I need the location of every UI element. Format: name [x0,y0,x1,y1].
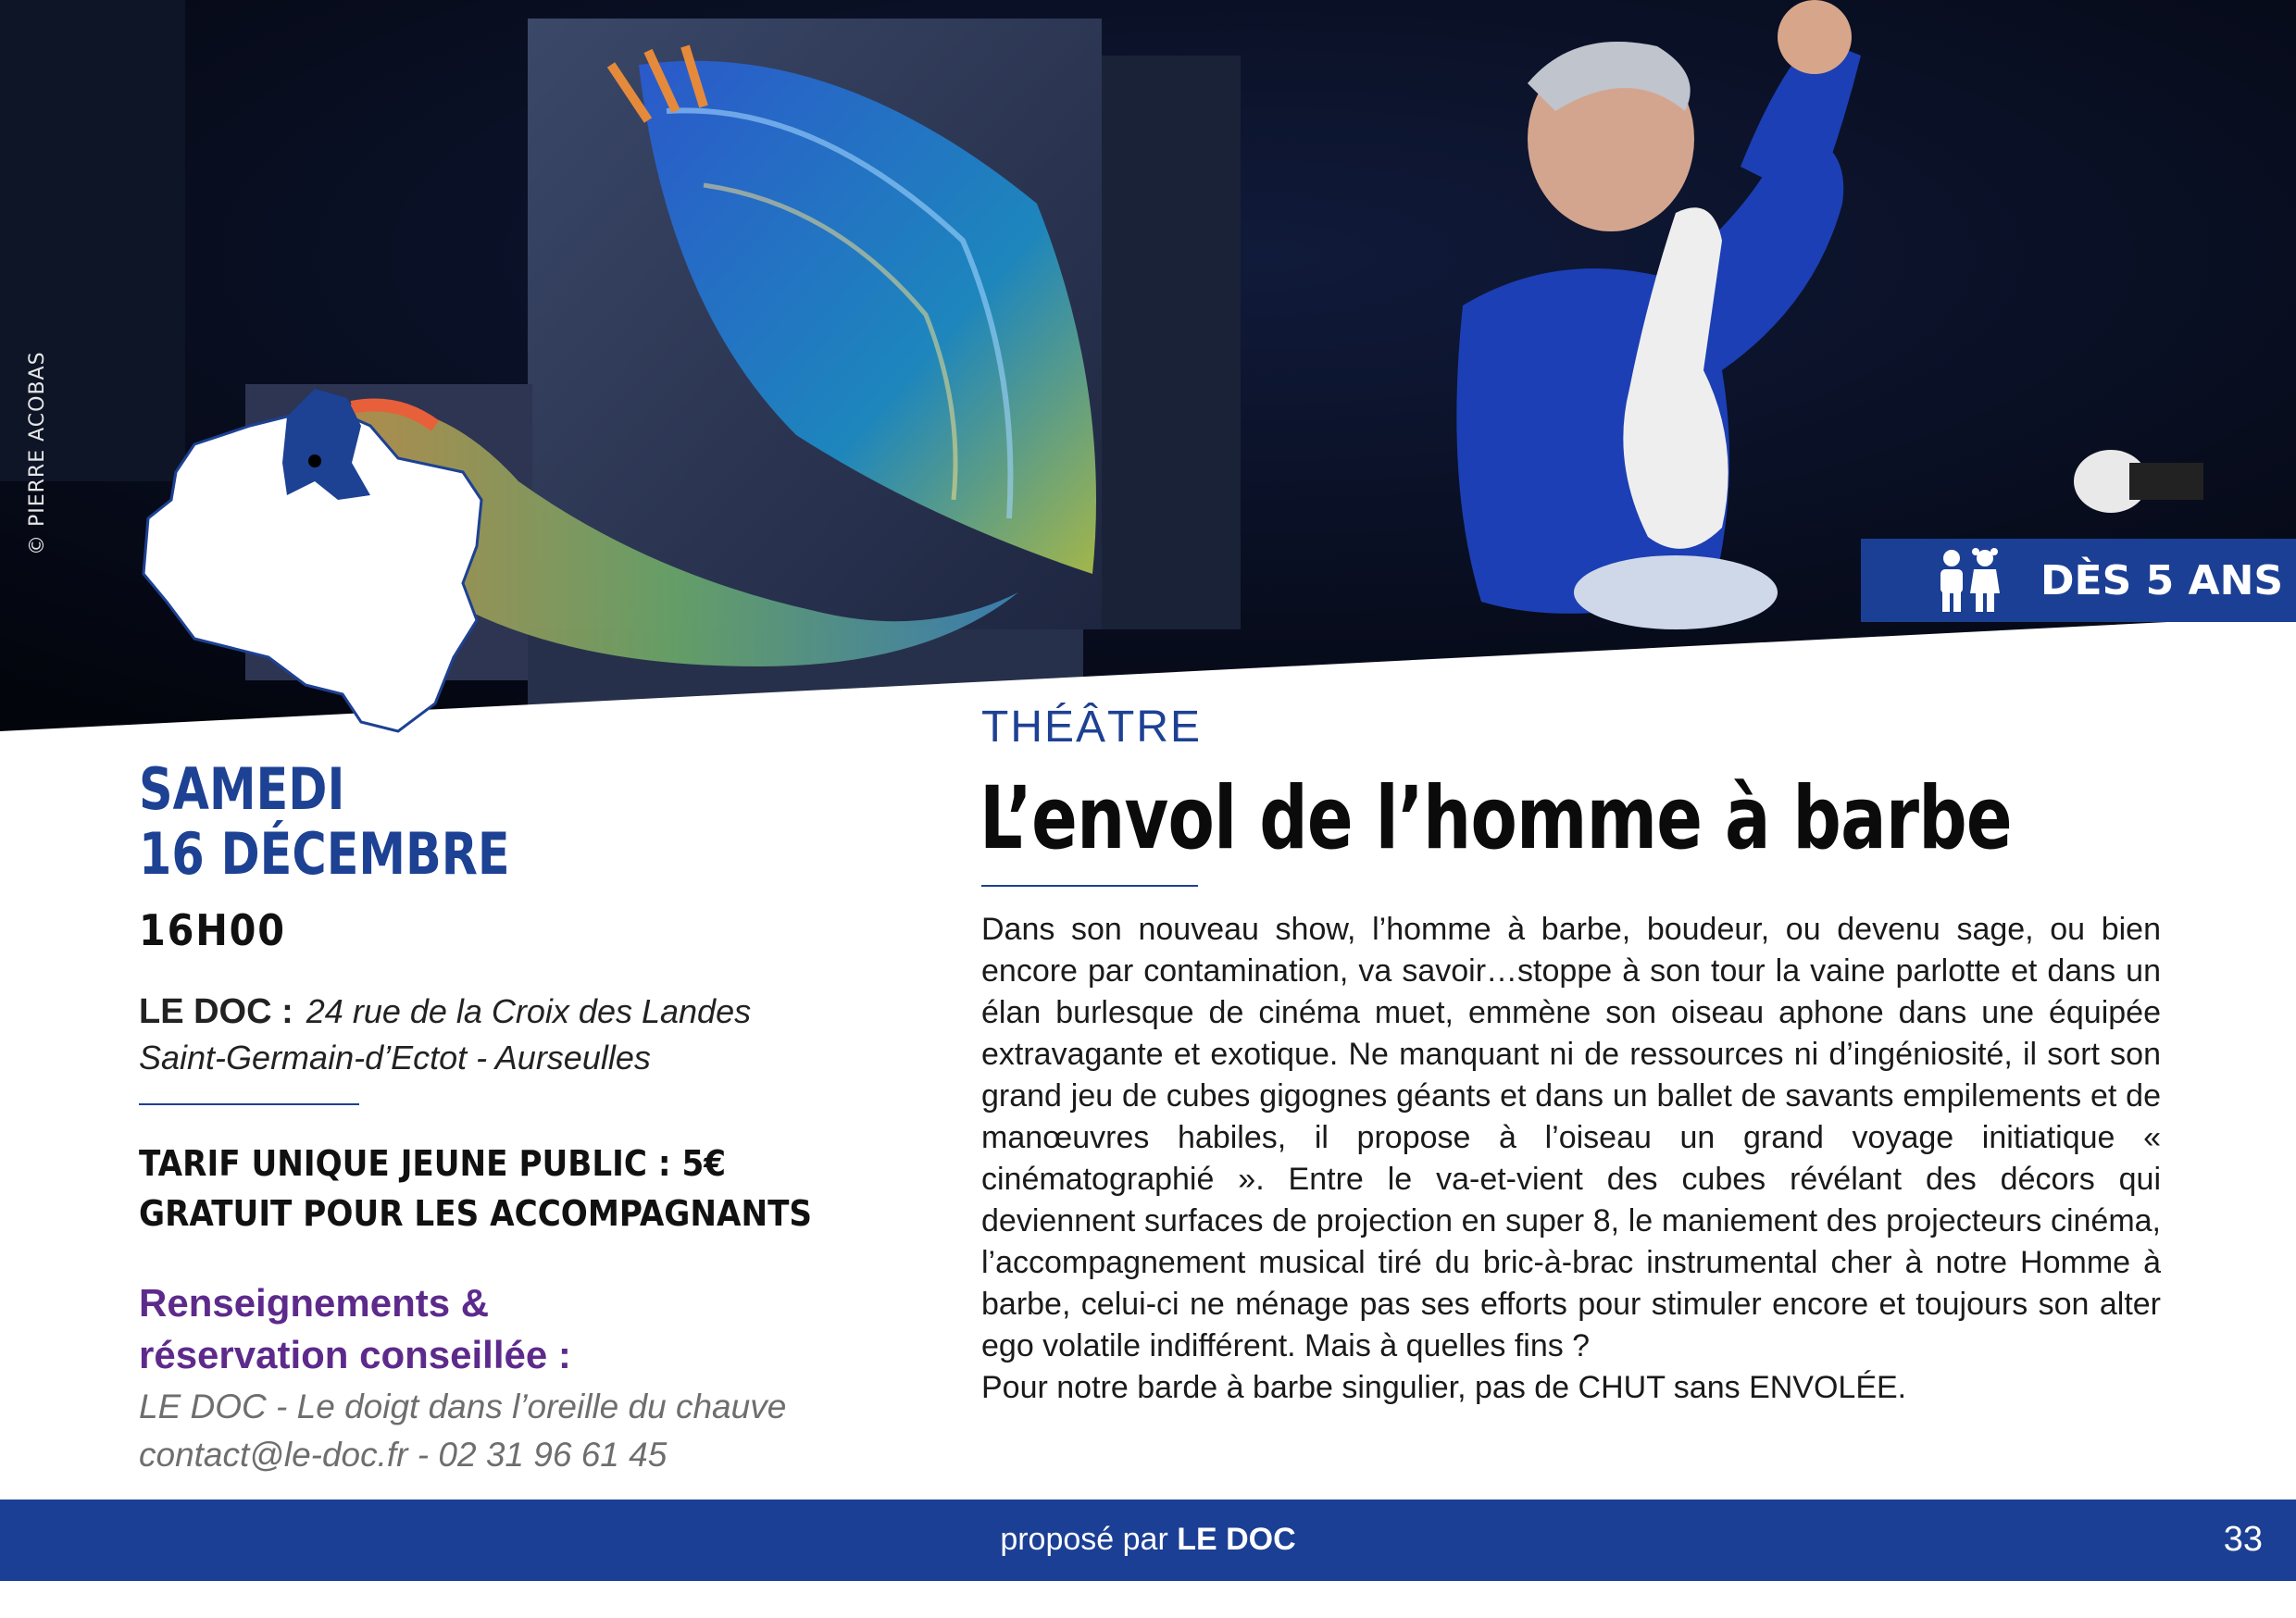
divider-left [139,1103,359,1105]
venue-address-line2: Saint-Germain-d’Ectot - Aurseulles [139,1039,651,1077]
event-day: SAMEDI [139,755,345,823]
divider-right [981,885,1198,887]
pricing-line2: GRATUIT POUR LES ACCOMPAGNANTS [139,1193,813,1234]
info-heading [139,1277,571,1381]
description-closing: Pour notre barde à barbe singulier, pas de CHUT sans ENVOLÉE. [981,1370,1907,1405]
contact-line1: LE DOC - Le doigt dans l’oreille du chauve [139,1388,787,1425]
show-genre: THÉÂTRE [981,703,1203,752]
event-time: 16H00 [139,905,286,955]
age-badge [1861,539,2296,622]
region-map-icon [130,370,500,741]
venue [139,989,842,1081]
show-description [981,909,2161,1409]
info-heading-line1: Renseignements & [139,1281,490,1325]
info-heading-line2: réservation conseillée : [139,1333,571,1376]
footer-bar [0,1500,2296,1581]
event-date [139,757,510,887]
show-title: L’envol de l’homme à barbe [980,768,2012,869]
footer-credit [0,1522,2296,1558]
pricing-line1: TARIF UNIQUE JEUNE PUBLIC : 5€ [139,1143,727,1184]
info-contact [139,1383,786,1479]
age-label: DÈS 5 ANS [2040,556,2284,604]
description-paragraph: Dans son nouveau show, l’homme à barbe, boudeur, ou devenu sage, ou bien encore par contamination, va savoir…stoppe à son tour la vaine parlotte et dans un élan burlesque de cinéma muet, emmène son oiseau aphone dans une équipée extravagante et exotique. Ne manquant ni de ressources ni d’ingéniosité, il sort son grand jeu de cubes gigognes géants et dans un ballet de savants empilements et de manœuvres habiles, il propose à l’oiseau un grand voyage initiatique « cinématographié ». Entre le va-et-vient des cubes révélant des décors qui deviennent surfaces de projection en super 8, le maniement des projecteurs cinéma, l’accompagnement musical tiré du bric-à-brac instrumental cher à notre Homme à barbe, celui-ci ne ménage pas ses efforts pour stimuler encore et toujours son alter ego volatile indifférent. Mais à quelles fins ? [981,912,2161,1363]
page-number: 33 [2223,1520,2263,1559]
pricing [139,1139,812,1238]
footer-prefix: proposé par [1000,1522,1168,1557]
contact-line2[interactable]: contact@le-doc.fr - 02 31 96 61 45 [139,1436,668,1474]
footer-organizer: LE DOC [1177,1522,1296,1557]
children-icon [1935,547,2003,614]
venue-name: LE DOC : [139,992,293,1031]
event-date-text: 16 DÉCEMBRE [139,820,510,888]
photo-credit [26,542,39,555]
venue-address-line1: 24 rue de la Croix des Landes [306,992,752,1030]
